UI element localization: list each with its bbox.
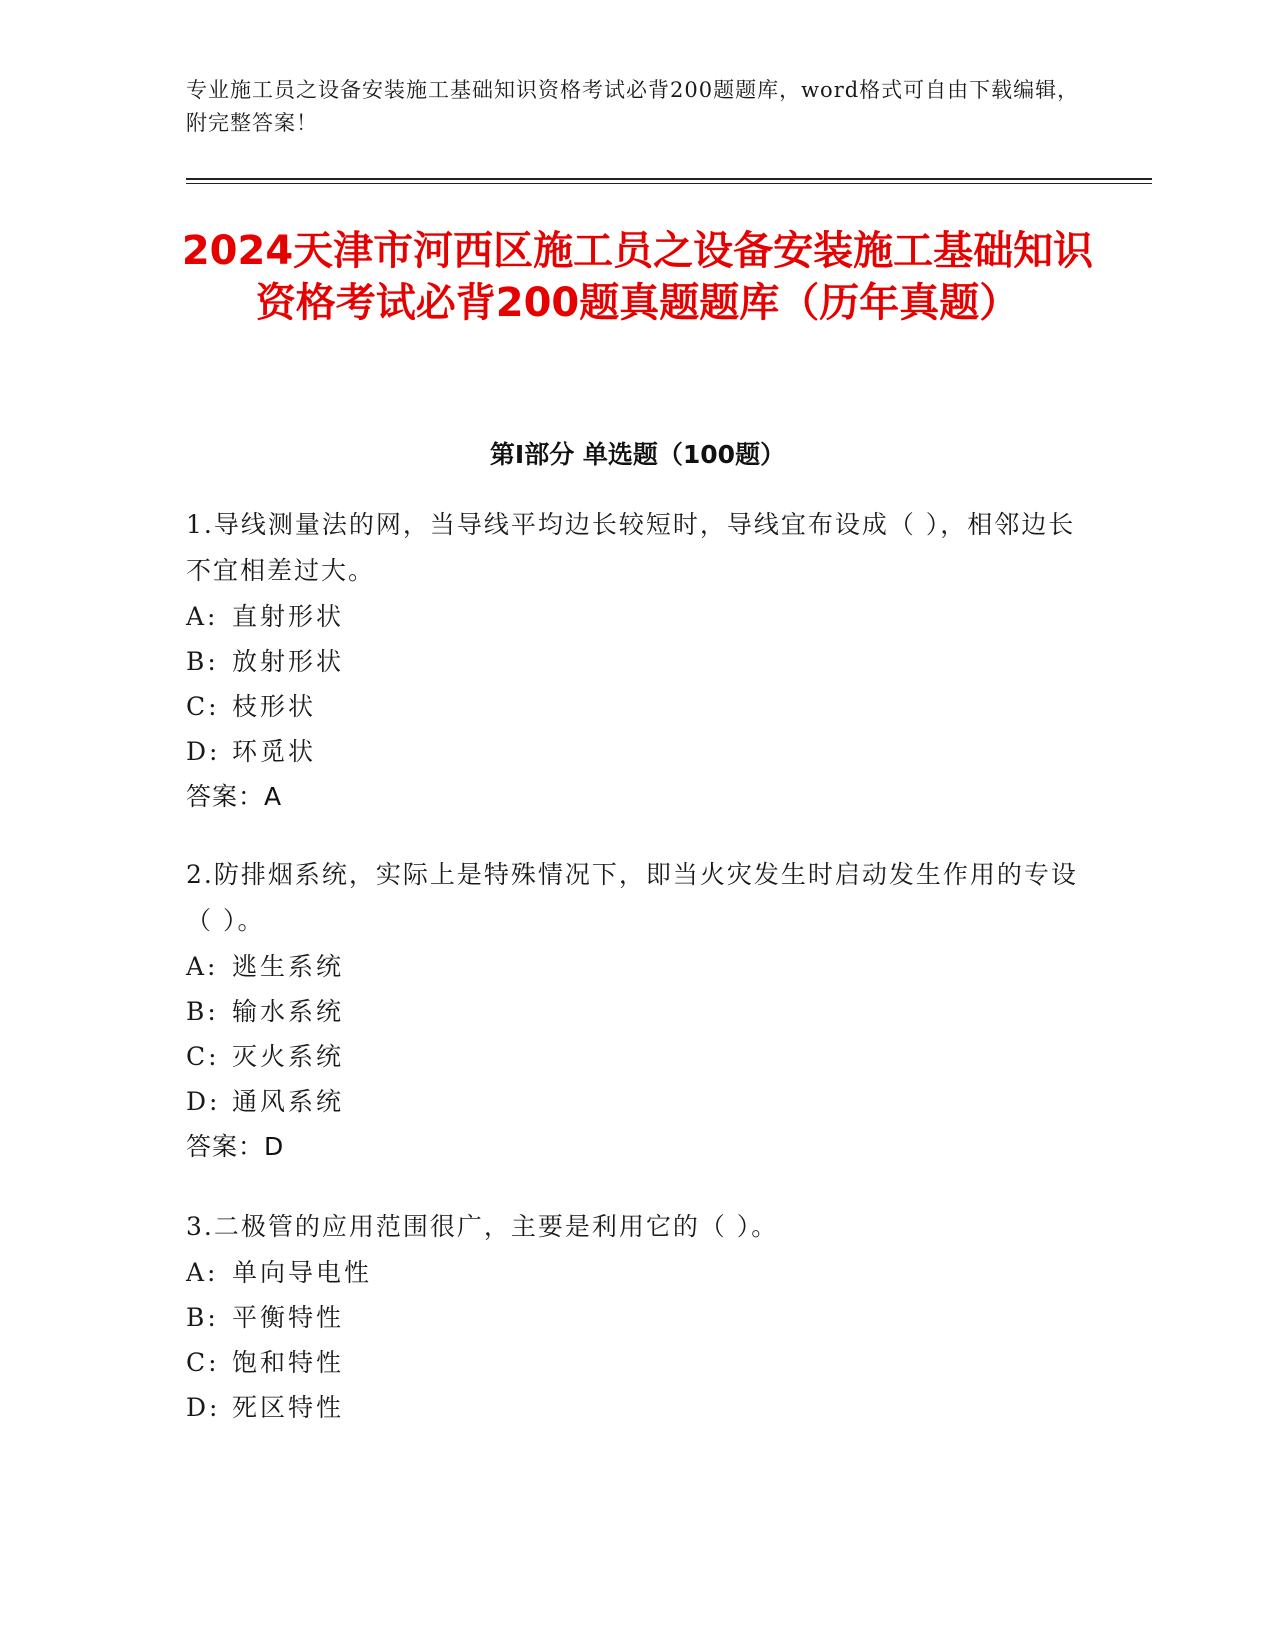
- answer-value: D: [264, 1132, 285, 1161]
- option-key: D:: [186, 1393, 221, 1422]
- answer-line: [186, 1124, 1086, 1170]
- option-text: 环觅状: [232, 737, 317, 766]
- option-a: [186, 944, 1086, 989]
- question-1: [186, 502, 1086, 820]
- question-2: [186, 852, 1086, 1170]
- option-key: B:: [186, 1303, 219, 1332]
- header-rule-thin: [186, 183, 1152, 184]
- option-text: 逃生系统: [232, 952, 345, 981]
- document-title: 2024天津市河西区施工员之设备安装施工基础知识资格考试必背200题真题题库（历年真题）: [181, 228, 1094, 326]
- option-list: [186, 944, 1086, 1124]
- option-key: B:: [186, 997, 219, 1026]
- option-c: [186, 684, 1086, 729]
- option-text: 死区特性: [232, 1393, 345, 1422]
- option-c: [186, 1034, 1086, 1079]
- option-b: [186, 639, 1086, 684]
- option-text: 单向导电性: [232, 1258, 373, 1287]
- header-note: 专业施工员之设备安装施工基础知识资格考试必背200题题库，word格式可自由下载编辑，附完整答案！: [186, 78, 1080, 135]
- option-text: 饱和特性: [232, 1348, 345, 1377]
- option-key: A:: [186, 602, 219, 631]
- option-key: D:: [186, 1087, 221, 1116]
- option-d: [186, 1385, 1086, 1430]
- option-b: [186, 989, 1086, 1034]
- option-key: C:: [186, 692, 220, 721]
- answer-label: 答案：: [186, 782, 265, 811]
- answer-value: A: [264, 782, 283, 811]
- option-text: 枝形状: [232, 692, 317, 721]
- question-stem: 2.防排烟系统，实际上是特殊情况下，即当火灾发生时启动发生作用的专设（ ）。: [186, 860, 1078, 935]
- option-text: 直射形状: [232, 602, 345, 631]
- option-list: [186, 594, 1086, 774]
- option-text: 通风系统: [232, 1087, 345, 1116]
- question-stem: 3.二极管的应用范围很广，主要是利用它的（ ）。: [186, 1212, 779, 1241]
- answer-line: [186, 774, 1086, 820]
- question-3: [186, 1204, 1086, 1430]
- option-key: A:: [186, 1258, 219, 1287]
- option-key: B:: [186, 647, 219, 676]
- option-d: [186, 1079, 1086, 1124]
- option-text: 放射形状: [232, 647, 345, 676]
- option-key: A:: [186, 952, 219, 981]
- option-list: [186, 1250, 1086, 1430]
- option-a: [186, 1250, 1086, 1295]
- option-d: [186, 729, 1086, 774]
- option-key: C:: [186, 1042, 220, 1071]
- answer-label: 答案：: [186, 1132, 265, 1161]
- option-text: 平衡特性: [232, 1303, 345, 1332]
- option-text: 灭火系统: [232, 1042, 345, 1071]
- section-title: 第I部分 单选题（100题）: [489, 440, 786, 469]
- option-c: [186, 1340, 1086, 1385]
- option-key: D:: [186, 737, 221, 766]
- option-a: [186, 594, 1086, 639]
- option-b: [186, 1295, 1086, 1340]
- header-rule-thick: [186, 178, 1152, 180]
- question-stem: 1.导线测量法的网，当导线平均边长较短时，导线宜布设成（ ），相邻边长不宜相差过大。: [186, 510, 1076, 585]
- option-key: C:: [186, 1348, 220, 1377]
- option-text: 输水系统: [232, 997, 345, 1026]
